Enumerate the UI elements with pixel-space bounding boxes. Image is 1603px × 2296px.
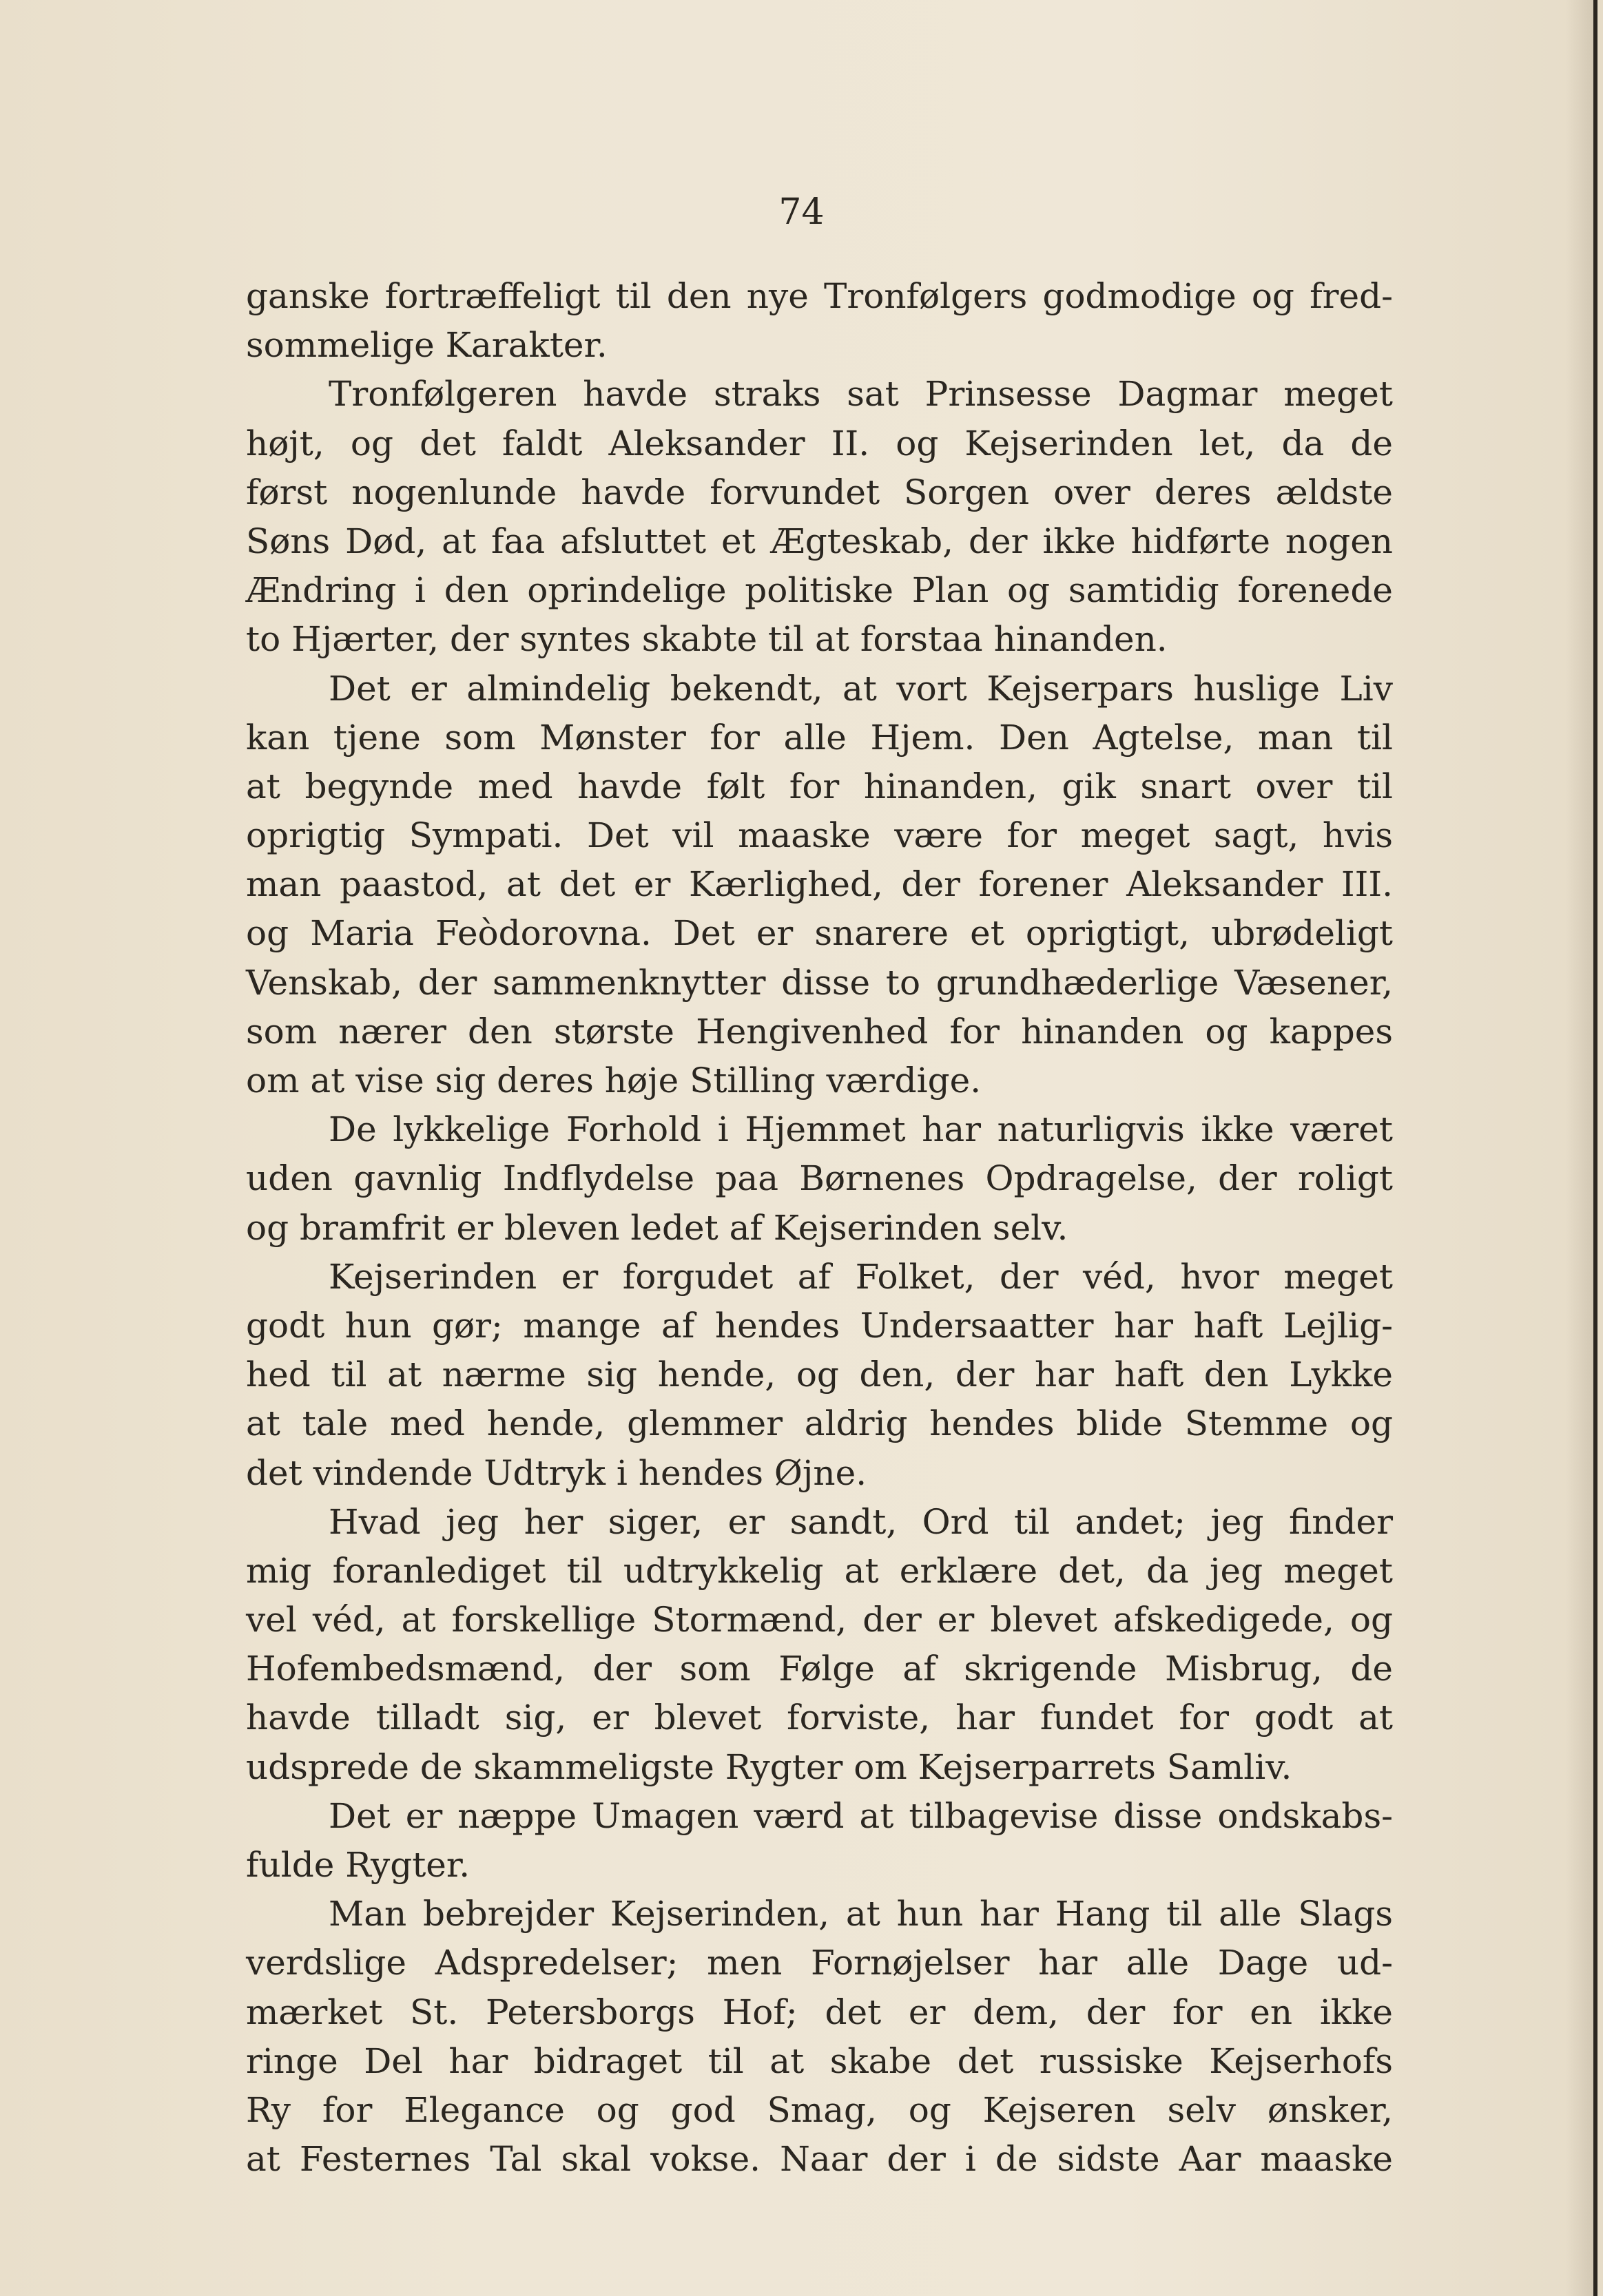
text-line: Ry for Elegance og god Smag, og Kejseren selv ønsker, (246, 2089, 1393, 2130)
text-line: og bramfrit er bleven ledet af Kejserinden selv. (246, 1207, 1068, 1248)
text-line: godt hun gør; mange af hendes Undersaatter har haft Lejlig- (246, 1305, 1393, 1346)
text-line: uden gavnlig Indflydelse paa Børnenes Opdragelse, der roligt (246, 1158, 1393, 1199)
text-line: fulde Rygter. (246, 1845, 470, 1885)
text-line: at tale med hende, glemmer aldrig hendes blide Stemme og (246, 1403, 1393, 1444)
text-line: Søns Død, at faa afsluttet et Ægteskab, der ikke hidførte nogen (246, 521, 1393, 561)
text-line: mærket St. Petersborgs Hof; det er dem, der for en ikke (246, 1992, 1393, 2032)
text-line: Hofembedsmænd, der som Følge af skrigende Misbrug, de (246, 1649, 1393, 1689)
text-line: ringe Del har bidraget til at skabe det russiske Kejserhofs (246, 2041, 1393, 2081)
text-line: at begynde med havde følt for hinanden, gik snart over til (246, 766, 1393, 806)
text-line: ganske fortræffeligt til den nye Tronfølgers godmodige og fred- (246, 276, 1393, 316)
text-line: man paastod, at det er Kærlighed, der forener Aleksander III. (246, 864, 1393, 905)
text-line: Ændring i den oprindelige politiske Plan og samtidig forenede (246, 570, 1393, 611)
page-edge (1593, 0, 1597, 2296)
page-number: 74 (778, 191, 825, 233)
body-text (246, 272, 1393, 2184)
text-line: oprigtig Sympati. Det vil maaske være for meget sagt, hvis (246, 815, 1393, 856)
text-line: verdslige Adspredelser; men Fornøjelser har alle Dage ud- (246, 1943, 1393, 1983)
text-line: højt, og det faldt Aleksander II. og Kejserinden let, da de (246, 423, 1393, 463)
text-line: først nogenlunde havde forvundet Sorgen over deres ældste (246, 472, 1393, 512)
text-line: to Hjærter, der syntes skabte til at forstaa hinanden. (246, 619, 1168, 660)
text-line: om at vise sig deres høje Stilling værdige. (246, 1061, 982, 1100)
text-line: Det er næppe Umagen værd at tilbagevise disse ondskabs- (329, 1795, 1393, 1836)
text-line: Det er almindelig bekendt, at vort Kejserpars huslige Liv (329, 668, 1393, 709)
text-line: Venskab, der sammenknytter disse to grundhæderlige Væsener, (246, 962, 1393, 1003)
text-line: vel véd, at forskellige Stormænd, der er blevet afskedigede, og (246, 1600, 1393, 1640)
text-line: og Maria Feòdorovna. Det er snarere et oprigtigt, ubrødeligt (246, 913, 1393, 954)
text-line: Kejserinden er forgudet af Folket, der véd, hvor meget (329, 1256, 1393, 1297)
text-line: at Festernes Tal skal vokse. Naar der i de sidste Aar maaske (246, 2139, 1393, 2180)
text-line: udsprede de skammeligste Rygter om Kejserparrets Samliv. (246, 1746, 1292, 1787)
page-gutter-shadow (1566, 0, 1593, 2296)
text-line: Hvad jeg her siger, er sandt, Ord til andet; jeg finder (329, 1501, 1393, 1542)
text-line: mig foranlediget til udtrykkelig at erklære det, da jeg meget (246, 1550, 1393, 1591)
text-line: som nærer den største Hengivenhed for hinanden og kappes (246, 1011, 1393, 1052)
text-line: Tronfølgeren havde straks sat Prinsesse Dagmar meget (329, 374, 1393, 415)
text-line: Man bebrejder Kejserinden, at hun har Hang til alle Slags (329, 1894, 1393, 1934)
text-line: De lykkelige Forhold i Hjemmet har naturligvis ikke været (329, 1109, 1393, 1150)
text-line: kan tjene som Mønster for alle Hjem. Den Agtelse, man til (246, 717, 1393, 758)
text-line: det vindende Udtryk i hendes Øjne. (246, 1452, 867, 1493)
text-line: hed til at nærme sig hende, og den, der har haft den Lykke (246, 1355, 1393, 1395)
text-line: havde tilladt sig, er blevet forviste, har fundet for godt at (246, 1698, 1393, 1738)
text-line: sommelige Karakter. (246, 325, 608, 366)
